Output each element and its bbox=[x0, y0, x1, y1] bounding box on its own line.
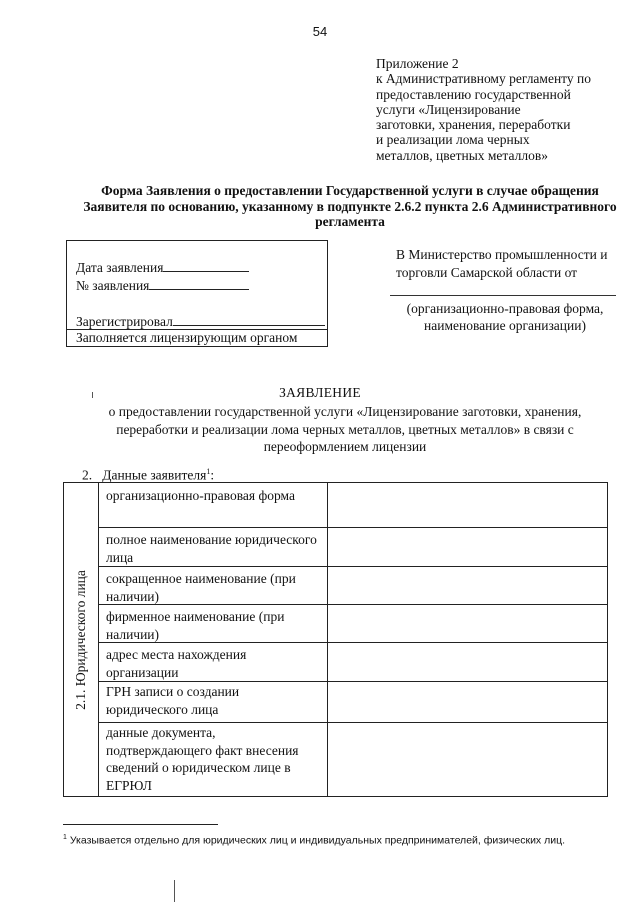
registered-by-label: Зарегистрировал bbox=[76, 314, 173, 329]
value-cell-brand-name[interactable] bbox=[327, 604, 607, 642]
row-label: адрес места нахождения организации bbox=[106, 647, 247, 680]
table-row bbox=[98, 566, 327, 604]
application-subject-line: переоформлением лицензии bbox=[263, 439, 427, 454]
appendix-line: предоставлению государственной bbox=[376, 86, 571, 102]
application-heading: ЗАЯВЛЕНИЕ bbox=[279, 385, 361, 400]
table-row bbox=[98, 722, 327, 797]
application-number-row bbox=[76, 277, 249, 294]
page-number: 54 bbox=[312, 24, 328, 39]
row-label: организационно-правовая форма bbox=[106, 488, 295, 503]
form-title-line: Форма Заявления о предоставлении Государственной услуги в случае обращения bbox=[101, 183, 599, 198]
value-cell-short-name[interactable] bbox=[327, 566, 607, 604]
footnote-marker: 1 bbox=[63, 834, 67, 841]
application-number-label: № заявления bbox=[76, 278, 150, 293]
row-label: данные документа, подтверждающего факт внесения сведений о юридическом лице в ЕГРЮЛ bbox=[106, 725, 299, 793]
row-divider bbox=[98, 642, 607, 643]
organization-caption bbox=[380, 300, 630, 334]
section-title-text: Данные заявителя bbox=[102, 467, 207, 483]
scan-artifact-line bbox=[174, 880, 175, 902]
footnote-rule bbox=[63, 824, 218, 825]
table-row bbox=[98, 642, 327, 681]
application-date-field[interactable] bbox=[163, 259, 249, 272]
row-divider bbox=[98, 681, 607, 682]
value-cell-address[interactable] bbox=[327, 642, 607, 681]
row-label: полное наименование юридического лица bbox=[106, 532, 317, 565]
appendix-line: заготовки, хранения, переработки bbox=[376, 117, 571, 133]
recipient-line: торговли Самарской области от bbox=[396, 265, 578, 280]
row-divider bbox=[98, 722, 607, 723]
scan-artifact-mark bbox=[92, 392, 93, 398]
application-date-label: Дата заявления bbox=[76, 260, 164, 275]
form-title-line: Заявителя по основанию, указанному в подпункте 2.6.2 пункта 2.6 Административного bbox=[83, 198, 617, 214]
organization-caption-line: (организационно-правовая форма, bbox=[406, 301, 604, 316]
section-title-suffix: : bbox=[210, 467, 215, 483]
appendix-line: услуги «Лицензирование bbox=[376, 101, 521, 117]
form-title bbox=[60, 183, 640, 230]
recipient-block bbox=[396, 246, 626, 282]
registration-box bbox=[66, 240, 328, 347]
table-row bbox=[98, 604, 327, 642]
appendix-line: Приложение 2 bbox=[376, 56, 459, 71]
value-column bbox=[327, 483, 607, 796]
label-column bbox=[98, 483, 328, 796]
section-number: 2. bbox=[82, 467, 93, 483]
row-divider bbox=[98, 604, 607, 605]
organization-field[interactable] bbox=[390, 295, 616, 296]
appendix-line: и реализации лома черных bbox=[376, 132, 530, 148]
form-title-line: регламента bbox=[315, 214, 385, 229]
row-divider bbox=[98, 566, 607, 567]
application-subject-line: переработки и реализации лома черных металлов, цветных металлов» в связи с bbox=[116, 421, 574, 437]
appendix-line: к Административному регламенту по bbox=[376, 71, 592, 87]
application-date-row bbox=[76, 259, 249, 276]
footnote bbox=[63, 834, 565, 847]
appendix-line: металлов, цветных металлов» bbox=[376, 147, 548, 163]
organization-caption-line: наименование организации) bbox=[424, 318, 586, 333]
row-label: сокращенное наименование (при наличии) bbox=[106, 571, 296, 604]
row-label: фирменное наименование (при наличии) bbox=[106, 609, 285, 642]
applicant-data-table bbox=[63, 482, 608, 797]
table-row bbox=[98, 483, 327, 527]
value-cell-ogrn[interactable] bbox=[327, 681, 607, 722]
registered-by-row bbox=[76, 313, 325, 330]
application-subject bbox=[90, 403, 600, 456]
footnote-ref[interactable]: 1 bbox=[206, 467, 211, 476]
row-divider bbox=[98, 527, 607, 528]
value-cell-full-name[interactable] bbox=[327, 527, 607, 566]
application-subject-line: о предоставлении государственной услуги «Лицензирование заготовки, хранения, bbox=[108, 404, 582, 419]
registered-by-field[interactable] bbox=[173, 313, 325, 326]
footnote-text: Указывается отдельно для юридических лиц и индивидуальных предпринимателей, физических лиц. bbox=[69, 834, 566, 847]
recipient-line: В Министерство промышленности и bbox=[396, 247, 608, 262]
registration-note: Заполняется лицензирующим органом bbox=[76, 330, 298, 345]
row-label: ГРН записи о создании юридического лица bbox=[106, 684, 240, 717]
legal-entity-cell bbox=[64, 483, 99, 796]
table-row bbox=[98, 681, 327, 722]
legal-entity-label: 2.1. Юридического лица bbox=[73, 569, 88, 710]
application-number-field[interactable] bbox=[149, 277, 249, 290]
value-cell-legal-form[interactable] bbox=[327, 483, 607, 527]
value-cell-egrul-doc[interactable] bbox=[327, 722, 607, 797]
appendix-header bbox=[376, 56, 626, 163]
table-row bbox=[98, 527, 327, 566]
